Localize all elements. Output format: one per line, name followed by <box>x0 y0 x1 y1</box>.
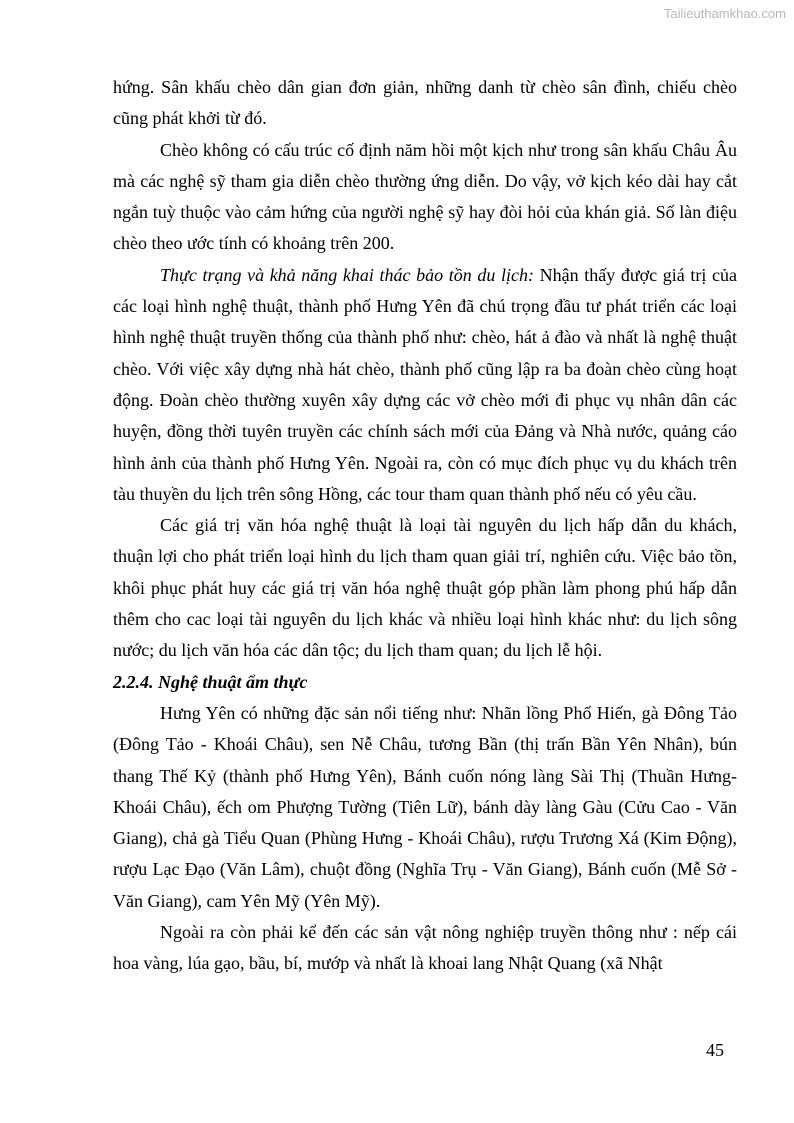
paragraph-body: Nhận thấy được giá trị của các loại hình nghệ thuật, thành phố Hưng Yên đã chú trọng đầu tư phát triển các loại hình nghệ thuật truyền thống của thành phố như: chèo, hát ả đào và nhất là nghệ thuật chèo. Với việc xây dựng nhà hát chèo, thành phố cũng lập ra ba đoàn chèo cùng hoạt động. Đoàn chèo thường xuyên xây dựng các vở chèo mới đi phục vụ nhân dân các huyện, đồng thời tuyên truyền các chính sách mới của Đảng và Nhà nước, quảng cáo hình ảnh của thành phố Hưng Yên. Ngoài ra, còn có mục đích phục vụ du khách trên tàu thuyền du lịch trên sông Hồng, các tour tham quan thành phố nếu có yêu cầu. <box>113 264 737 504</box>
watermark: Tailieuthamkhao.com <box>663 6 786 21</box>
paragraph: Ngoài ra còn phải kể đến các sản vật nông nghiệp truyền thông như : nếp cái hoa vàng, lúa gạo, bầu, bí, mướp và nhất là khoai lang Nhật Quang (xã Nhật <box>113 922 737 974</box>
section-heading: 2.2.4. Nghệ thuật ẩm thực <box>113 671 308 692</box>
body-text <box>113 72 737 980</box>
paragraph <box>113 260 737 510</box>
paragraph: Các giá trị văn hóa nghệ thuật là loại tài nguyên du lịch hấp dẫn du khách, thuận lợi cho phát triển loại hình du lịch tham quan giải trí, nghiên cứu. Việc bảo tồn, khôi phục phát huy các giá trị văn hóa nghệ thuật góp phần làm phong phú hấp dẫn thêm cho cac loại tài nguyên du lịch khác và nhiều loại hình khác như: du lịch sông nước; du lịch văn hóa các dân tộc; du lịch tham quan; du lịch lễ hội. <box>113 515 737 661</box>
page-number: 45 <box>706 1040 724 1060</box>
paragraph: Chèo không có cấu trúc cố định năm hồi một kịch như trong sân khấu Châu Âu mà các nghệ sỹ tham gia diễn chèo thường ứng diễn. Do vậy, vở kịch kéo dài hay cắt ngắn tuỳ thuộc vào cảm hứng của người nghệ sỹ hay đòi hỏi của khán giả. Số làn điệu chèo theo ước tính có khoảng trên 200. <box>113 139 737 254</box>
paragraph: Hưng Yên có những đặc sản nổi tiếng như: Nhãn lồng Phố Hiến, gà Đông Tảo (Đông Tảo - Khoái Châu), sen Nễ Châu, tương Bần (thị trấn Bần Yên Nhân), bún thang Thế Kỷ (thành phố Hưng Yên), Bánh cuốn nóng làng Sài Thị (Thuần Hưng- Khoái Châu), ếch om Phượng Tường (Tiên Lữ), bánh dày làng Gàu (Cửu Cao - Văn Giang), chả gà Tiểu Quan (Phùng Hưng - Khoái Châu), rượu Trương Xá (Kim Động), rượu Lạc Đạo (Văn Lâm), chuột đồng (Nghĩa Trụ - Văn Giang), Bánh cuốn (Mễ Sở - Văn Giang), cam Yên Mỹ (Yên Mỹ). <box>113 702 737 911</box>
paragraph: hứng. Sân khấu chèo dân gian đơn giản, những danh từ chèo sân đình, chiếu chèo cũng phát khởi từ đó. <box>113 77 737 129</box>
paragraph-lead-in: Thực trạng và khả năng khai thác bảo tồn du lịch: <box>160 264 535 285</box>
